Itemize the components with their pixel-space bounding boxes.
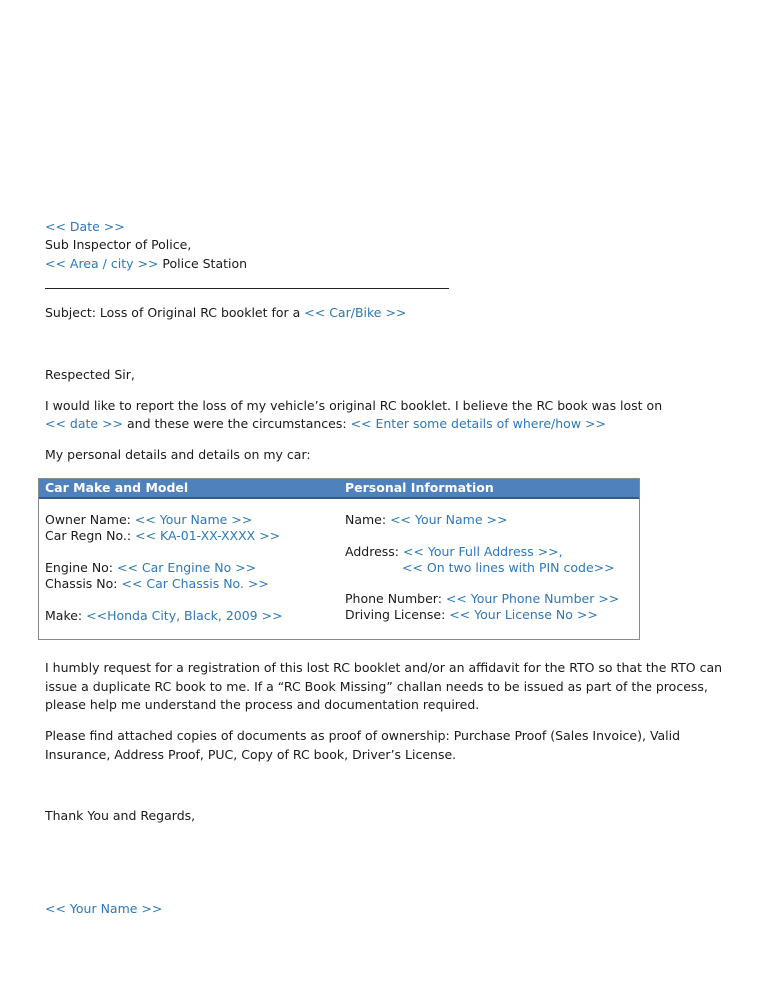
engine-no-label: Engine No: xyxy=(45,560,117,575)
recipient-line: Sub Inspector of Police, xyxy=(45,237,192,252)
lost-date-placeholder: << date >> xyxy=(45,416,124,431)
address-label: Address: xyxy=(345,544,403,559)
make-row xyxy=(45,608,283,624)
col-header-car: Car Make and Model xyxy=(45,480,189,495)
phone-row xyxy=(345,591,619,607)
license-value: << Your License No >> xyxy=(449,607,598,622)
owner-name-value: << Your Name >> xyxy=(134,512,253,527)
address-row xyxy=(345,544,563,560)
intro-line-1: I would like to report the loss of my vehicle’s original RC booklet. I believe the RC book was lost on xyxy=(45,398,663,413)
salutation: Respected Sir, xyxy=(45,367,135,382)
station-text: Police Station xyxy=(158,256,248,271)
phone-value: << Your Phone Number >> xyxy=(445,591,620,606)
request-paragraph: I humbly request for a registration of this lost RC booklet and/or an affidavit for the RTO so that the RTO can issue a duplicate RC book to me. If a “RC Book Missing” challan needs to be issued as part of the process, please help me understand the process and documentation required. xyxy=(45,660,723,712)
engine-no-row xyxy=(45,560,256,576)
name-label: Name: xyxy=(345,512,391,527)
address-value-1: << Your Full Address >>, xyxy=(402,544,563,559)
regn-no-row xyxy=(45,528,280,544)
intro-line-2 xyxy=(45,415,606,433)
signature-placeholder: << Your Name >> xyxy=(45,901,163,916)
details-intro: My personal details and details on my car: xyxy=(45,447,311,462)
phone-label: Phone Number: xyxy=(345,591,446,606)
details-table xyxy=(38,478,640,640)
subject-text: Subject: Loss of Original RC booklet for a xyxy=(45,305,305,320)
closing: Thank You and Regards, xyxy=(45,808,196,823)
chassis-no-value: << Car Chassis No. >> xyxy=(121,576,269,591)
col-header-personal: Personal Information xyxy=(345,480,494,495)
subject-line xyxy=(45,304,406,322)
address-value-2: << On two lines with PIN code>> xyxy=(402,560,615,575)
vehicle-placeholder: << Car/Bike >> xyxy=(304,305,407,320)
intro-middle-text: and these were the circumstances: xyxy=(123,416,351,431)
circumstances-placeholder: << Enter some details of where/how >> xyxy=(350,416,606,431)
make-label: Make: xyxy=(45,608,87,623)
date-placeholder: << Date >> xyxy=(45,219,125,234)
table-header xyxy=(39,479,639,499)
chassis-no-label: Chassis No: xyxy=(45,576,122,591)
license-row xyxy=(345,607,598,623)
chassis-no-row xyxy=(45,576,269,592)
owner-name-row xyxy=(45,512,252,528)
engine-no-value: << Car Engine No >> xyxy=(117,560,257,575)
license-label: Driving License: xyxy=(345,607,450,622)
station-line xyxy=(45,255,247,273)
regn-no-value: << KA-01-XX-XXXX >> xyxy=(135,528,281,543)
area-placeholder: << Area / city >> xyxy=(45,256,159,271)
attachments-paragraph: Please find attached copies of documents as proof of ownership: Purchase Proof (Sales Invoice), Valid Insurance, Address Proof, PUC, Copy of RC book, Driver’s License. xyxy=(45,728,681,762)
name-row xyxy=(345,512,507,528)
owner-name-label: Owner Name: xyxy=(45,512,135,527)
regn-no-label: Car Regn No.: xyxy=(45,528,136,543)
make-value: <<Honda City, Black, 2009 >> xyxy=(86,608,283,623)
separator-rule xyxy=(45,288,449,289)
name-value: << Your Name >> xyxy=(390,512,508,527)
